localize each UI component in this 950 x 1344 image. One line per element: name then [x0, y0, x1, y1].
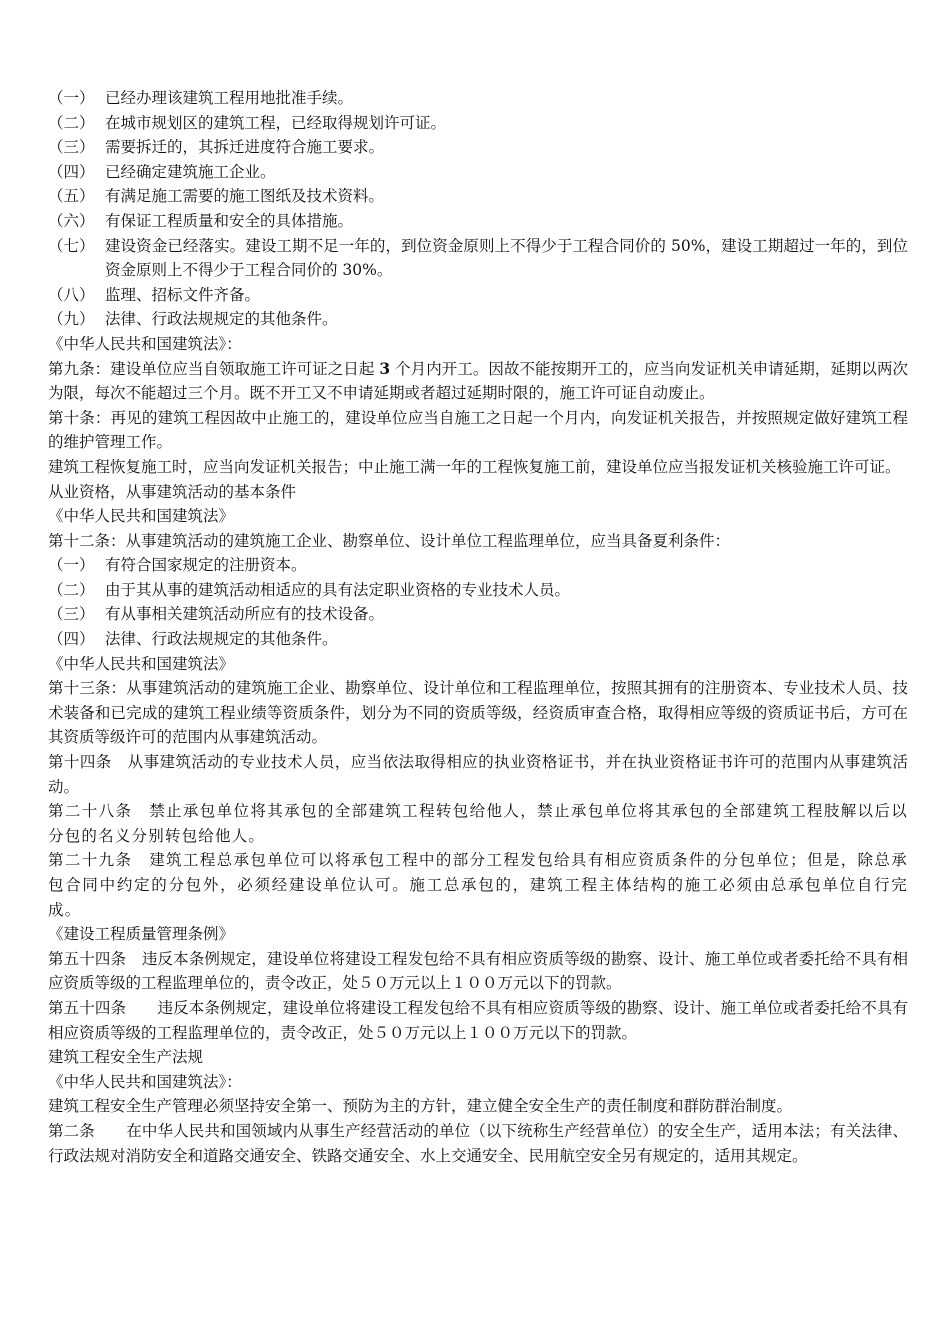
- list-item-number: （九）: [48, 310, 95, 329]
- article-29: 第二十九条 建筑工程总承包单位可以将承包工程中的部分工程发包给具有相应资质条件的分包单位；但是，除总承包合同中约定的分包外，必须经建设单位认可。施工总承包的，建筑工程主体结构的施工必须由总承包单位自行完成。: [48, 851, 908, 919]
- list-item-number: （一）: [48, 89, 95, 107]
- article-28: 第二十八条 禁止承包单位将其承包的全部建筑工程转包给他人，禁止承包单位将其承包的全部建筑工程肢解以后以分包的名义分别转包给他人。: [48, 802, 908, 845]
- list-item-text: 建设资金已经落实。建设工期不足一年的，到位资金原则上不得少于工程合同价的 50%，建设工期超过一年的，到位资金原则上不得少于工程合同价的 30%。: [105, 236, 908, 280]
- list-item-text: 有保证工程质量和安全的具体措施。: [105, 211, 354, 230]
- list-item-number: （一）: [48, 556, 95, 575]
- list-item: [48, 553, 908, 578]
- section-heading-safety: 建筑工程安全生产法规: [48, 1048, 204, 1067]
- list-item-number: （五）: [48, 187, 95, 206]
- law-title: 《中华人民共和国建筑法》：: [48, 1072, 242, 1091]
- law-title: 《中华人民共和国建筑法》: [48, 507, 235, 526]
- document-page: [48, 86, 908, 1168]
- list-item-text: 需要拆迁的，其拆迁进度符合施工要求。: [105, 138, 385, 157]
- list-item-number: （七）: [48, 236, 95, 255]
- section-heading-qualification: 从业资格，从事建筑活动的基本条件: [48, 482, 297, 501]
- list-item: [48, 307, 908, 332]
- article-12: 第十二条：从事建筑活动的建筑施工企业、勘察单位、设计单位工程监理单位，应当具备夏利条件：: [48, 531, 731, 550]
- list-item-text: 有满足施工需要的施工图纸及技术资料。: [105, 187, 385, 206]
- list-item: [48, 209, 908, 234]
- list-item-text: 法律、行政法规规定的其他条件。: [105, 630, 338, 649]
- article-54-repeat: 第五十四条 违反本条例规定，建设单位将建设工程发包给不具有相应资质等级的勘察、设计、施工单位或者委托给不具有相应资质等级的工程监理单位的，责令改正，处５０万元以上１００万元以下的罚款。: [48, 998, 908, 1042]
- law-title: 《中华人民共和国建筑法》: [48, 654, 235, 673]
- list-item-number: （八）: [48, 285, 95, 304]
- list-item-text: 有符合国家规定的注册资本。: [105, 556, 307, 575]
- permit-conditions-list: [48, 86, 908, 332]
- list-item: [48, 111, 908, 136]
- qualification-conditions-list: [48, 553, 908, 651]
- list-item-number: （四）: [48, 162, 95, 181]
- list-item-text: 监理、招标文件齐备。: [105, 285, 261, 304]
- list-item: [48, 184, 908, 209]
- article-13: 第十三条：从事建筑活动的建筑施工企业、勘察单位、设计单位和工程监理单位，按照其拥有的注册资本、专业技术人员、技术装备和已完成的建筑工程业绩等资质条件，划分为不同的资质等级，经资质审查合格，取得相应等级的资质证书后，方可在其资质等级许可的范围内从事建筑活动。: [48, 679, 908, 747]
- list-item: [48, 160, 908, 185]
- list-item: [48, 234, 908, 283]
- list-item-number: （三）: [48, 138, 95, 157]
- law-title: 《中华人民共和国建筑法》：: [48, 334, 242, 353]
- article-54: 第五十四条 违反本条例规定，建设单位将建设工程发包给不具有相应资质等级的勘察、设计、施工单位或者委托给不具有相应资质等级的工程监理单位的，责令改正，处５０万元以上１００万元以下的罚款。: [48, 949, 908, 993]
- list-item-number: （六）: [48, 211, 95, 230]
- list-item: [48, 602, 908, 627]
- list-item: [48, 578, 908, 603]
- article-14: 第十四条 从事建筑活动的专业技术人员，应当依法取得相应的执业资格证书，并在执业资格证书许可的范围内从事建筑活动。: [48, 753, 908, 796]
- list-item: [48, 627, 908, 652]
- article-9-text-rest: 个月内开工。因故不能按期开工的，应当向发证机关申请延期，延期以两次为限，每次不能超过三个月。既不开工又不申请延期或者超过延期时限的，施工许可证自动废止。: [48, 359, 908, 403]
- list-item-text: 在城市规划区的建筑工程，已经取得规划许可证。: [105, 113, 447, 132]
- list-item-number: （四）: [48, 630, 95, 649]
- article-9: [48, 357, 908, 406]
- resume-construction-paragraph: 建筑工程恢复施工时，应当向发证机关报告；中止施工满一年的工程恢复施工前，建设单位应当报发证机关核验施工许可证。: [48, 457, 901, 476]
- article-9-months: 3: [379, 358, 391, 378]
- list-item-text: 已经确定建筑施工企业。: [105, 162, 276, 181]
- list-item: [48, 86, 908, 111]
- list-item-number: （二）: [48, 113, 95, 132]
- law-title: 《建设工程质量管理条例》: [48, 925, 235, 944]
- list-item-text: 有从事相关建筑活动所应有的技术设备。: [105, 605, 385, 624]
- list-item-number: （三）: [48, 605, 95, 624]
- list-item-text: 已经办理该建筑工程用地批准手续。: [105, 89, 354, 107]
- list-item: [48, 283, 908, 308]
- article-10: 第十条：再见的建筑工程因故中止施工的，建设单位应当自施工之日起一个月内，向发证机关报告，并按照规定做好建筑工程的维护管理工作。: [48, 408, 908, 452]
- safety-principle: 建筑工程安全生产管理必须坚持安全第一、预防为主的方针，建立健全安全生产的责任制度和群防群治制度。: [48, 1097, 793, 1116]
- list-item-text: 由于其从事的建筑活动相适应的具有法定职业资格的专业技术人员。: [105, 580, 571, 599]
- list-item-number: （二）: [48, 580, 95, 599]
- article-9-text: 第九条：建设单位应当自领取施工许可证之日起: [48, 359, 380, 378]
- list-item-text: 法律、行政法规规定的其他条件。: [105, 310, 338, 329]
- list-item: [48, 135, 908, 160]
- article-2: 第二条 在中华人民共和国领域内从事生产经营活动的单位（以下统称生产经营单位）的安全生产，适用本法；有关法律、行政法规对消防安全和道路交通安全、铁路交通安全、水上交通安全、民用航空安全另有规定的，适用其规定。: [48, 1121, 908, 1165]
